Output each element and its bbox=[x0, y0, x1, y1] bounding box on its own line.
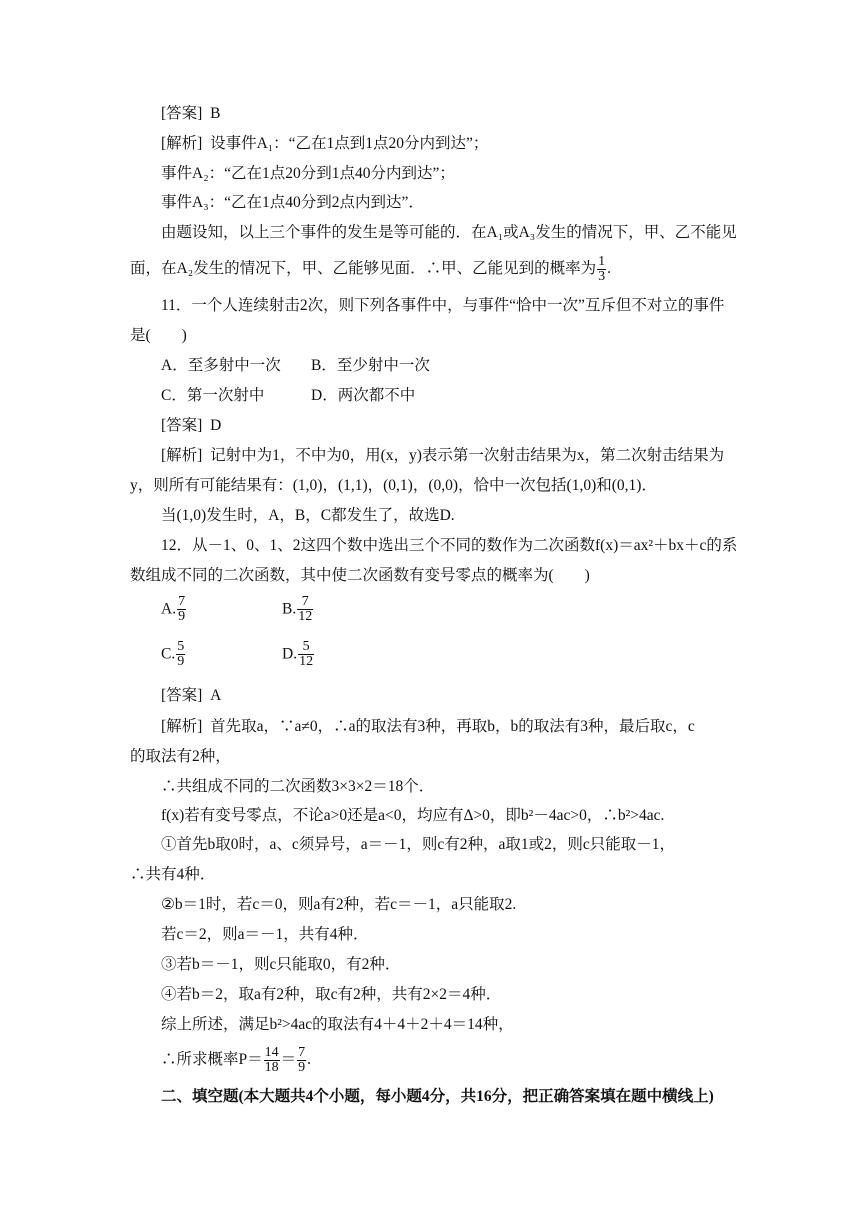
answer-value: B bbox=[210, 105, 221, 122]
q11-option-d: D．两次都不中 bbox=[311, 387, 416, 404]
q11-stem-line-1: 11．一个人连续射击2次，则下列各事件中，与事件“恰中一次”互斥但不对立的事件 bbox=[161, 297, 725, 314]
q10-analysis-line-4: 由题设知，以上三个事件的发生是等可能的．在A₁或A₃发生的情况下，甲、乙不能见 bbox=[161, 224, 737, 241]
q12-stem-line-1: 12．从－1、0、1、2这四个数中选出三个不同的数作为二次函数f(x)＝ax²＋bx＋c的系 bbox=[161, 537, 738, 554]
q12-analysis-line-10: ④若b＝2，取a有2种，取c有2种，共有2×2＝4种． bbox=[161, 986, 502, 1003]
fraction: $\frac{14}{18}$ bbox=[264, 1045, 279, 1075]
q11-analysis-line-1: [解析] 记射中为1，不中为0，用(x，y)表示第一次射击结果为x，第二次射击结果为 bbox=[161, 447, 725, 464]
q12-answer-line bbox=[161, 686, 221, 706]
q12-option-d: D. $\frac{5}{12}$ bbox=[282, 639, 314, 669]
q12-analysis-line-11: 综上所述，满足b²>4ac的取法有4＋4＋2＋4＝14种， bbox=[161, 1016, 514, 1033]
q12-analysis-line-1: [解析] 首先取a，∵a≠0，∴a的取法有3种，再取b，b的取法有3种，最后取c，c bbox=[161, 718, 695, 735]
analysis-tag: [解析] bbox=[161, 718, 203, 735]
q12-analysis-line-9: ③若b＝－1，则c只能取0，有2种． bbox=[161, 956, 401, 973]
q10-answer-line bbox=[161, 104, 220, 124]
q10-analysis-line-3: 事件A₃：“乙在1点40分到2点内到达”． bbox=[161, 194, 424, 211]
q12-stem-line-2: 数组成不同的二次函数，其中使二次函数有变号零点的概率为( ) bbox=[130, 567, 590, 584]
q12-option-c: C. $\frac{5}{9}$ bbox=[161, 639, 185, 669]
q11-answer-line bbox=[161, 416, 221, 436]
q12-analysis-line-2: 的取法有2种， bbox=[130, 748, 231, 765]
q11-option-a: A．至多射中一次 bbox=[161, 357, 281, 374]
q11-analysis-line-2: y，则所有可能结果有：(1,0)，(1,1)，(0,1)，(0,0)，恰中一次包括(1,0)和(0,1)． bbox=[130, 477, 657, 494]
q10-analysis-line-5: 面，在A₂发生的情况下，甲、乙能够见面．∴甲、乙能见到的概率为 $\frac{1}{3}$ . bbox=[130, 254, 611, 284]
section-heading-fill-in: 二、填空题(本大题共4个小题，每小题4分，共16分，把正确答案填在题中横线上) bbox=[161, 1088, 714, 1105]
q12-analysis-line-3: ∴共组成不同的二次函数3×3×2＝18个． bbox=[161, 778, 435, 795]
q12-option-b: B. $\frac{7}{12}$ bbox=[282, 594, 313, 624]
answer-tag: [答案] bbox=[161, 417, 203, 434]
q12-analysis-line-6: ∴共有4种． bbox=[130, 866, 216, 883]
analysis-tag: [解析] bbox=[161, 447, 203, 464]
fraction: $\frac{1}{3}$ bbox=[598, 254, 606, 284]
q12-analysis-line-5: ①首先b取0时，a、c须异号，a＝－1，则c有2种，a取1或2，则c只能取－1， bbox=[161, 836, 676, 853]
answer-tag: [答案] bbox=[161, 105, 203, 122]
q10-analysis-line-1: [解析] 设事件A₁：“乙在1点到1点20分内到达”； bbox=[161, 135, 489, 152]
fraction: $\frac{7}{9}$ bbox=[298, 1045, 306, 1075]
q11-stem-line-2: 是( ) bbox=[130, 327, 187, 344]
q12-option-a: A. $\frac{7}{9}$ bbox=[161, 594, 186, 624]
q11-analysis-line-3: 当(1,0)发生时，A，B，C都发生了，故选D. bbox=[161, 507, 455, 524]
answer-value: D bbox=[210, 417, 222, 434]
q10-analysis-line-2: 事件A₂：“乙在1点20分到1点40分内到达”； bbox=[161, 165, 455, 182]
q11-option-b: B．至少射中一次 bbox=[311, 357, 430, 374]
analysis-tag: [解析] bbox=[161, 135, 203, 152]
q12-analysis-line-8: 若c＝2，则a＝－1，共有4种． bbox=[161, 926, 369, 943]
answer-value: A bbox=[210, 687, 222, 704]
answer-tag: [答案] bbox=[161, 687, 203, 704]
q12-analysis-line-4: f(x)若有变号零点，不论a>0还是a<0，均应有Δ>0，即b²－4ac>0，∴b²>4ac. bbox=[161, 807, 665, 824]
q12-analysis-line-12: ∴所求概率P＝ $\frac{14}{18}$ ＝ $\frac{7}{9}$ . bbox=[161, 1045, 312, 1075]
q11-option-c: C．第一次射中 bbox=[161, 387, 265, 404]
q12-analysis-line-7: ②b＝1时，若c＝0，则a有2种，若c＝－1，a只能取2. bbox=[161, 896, 517, 913]
